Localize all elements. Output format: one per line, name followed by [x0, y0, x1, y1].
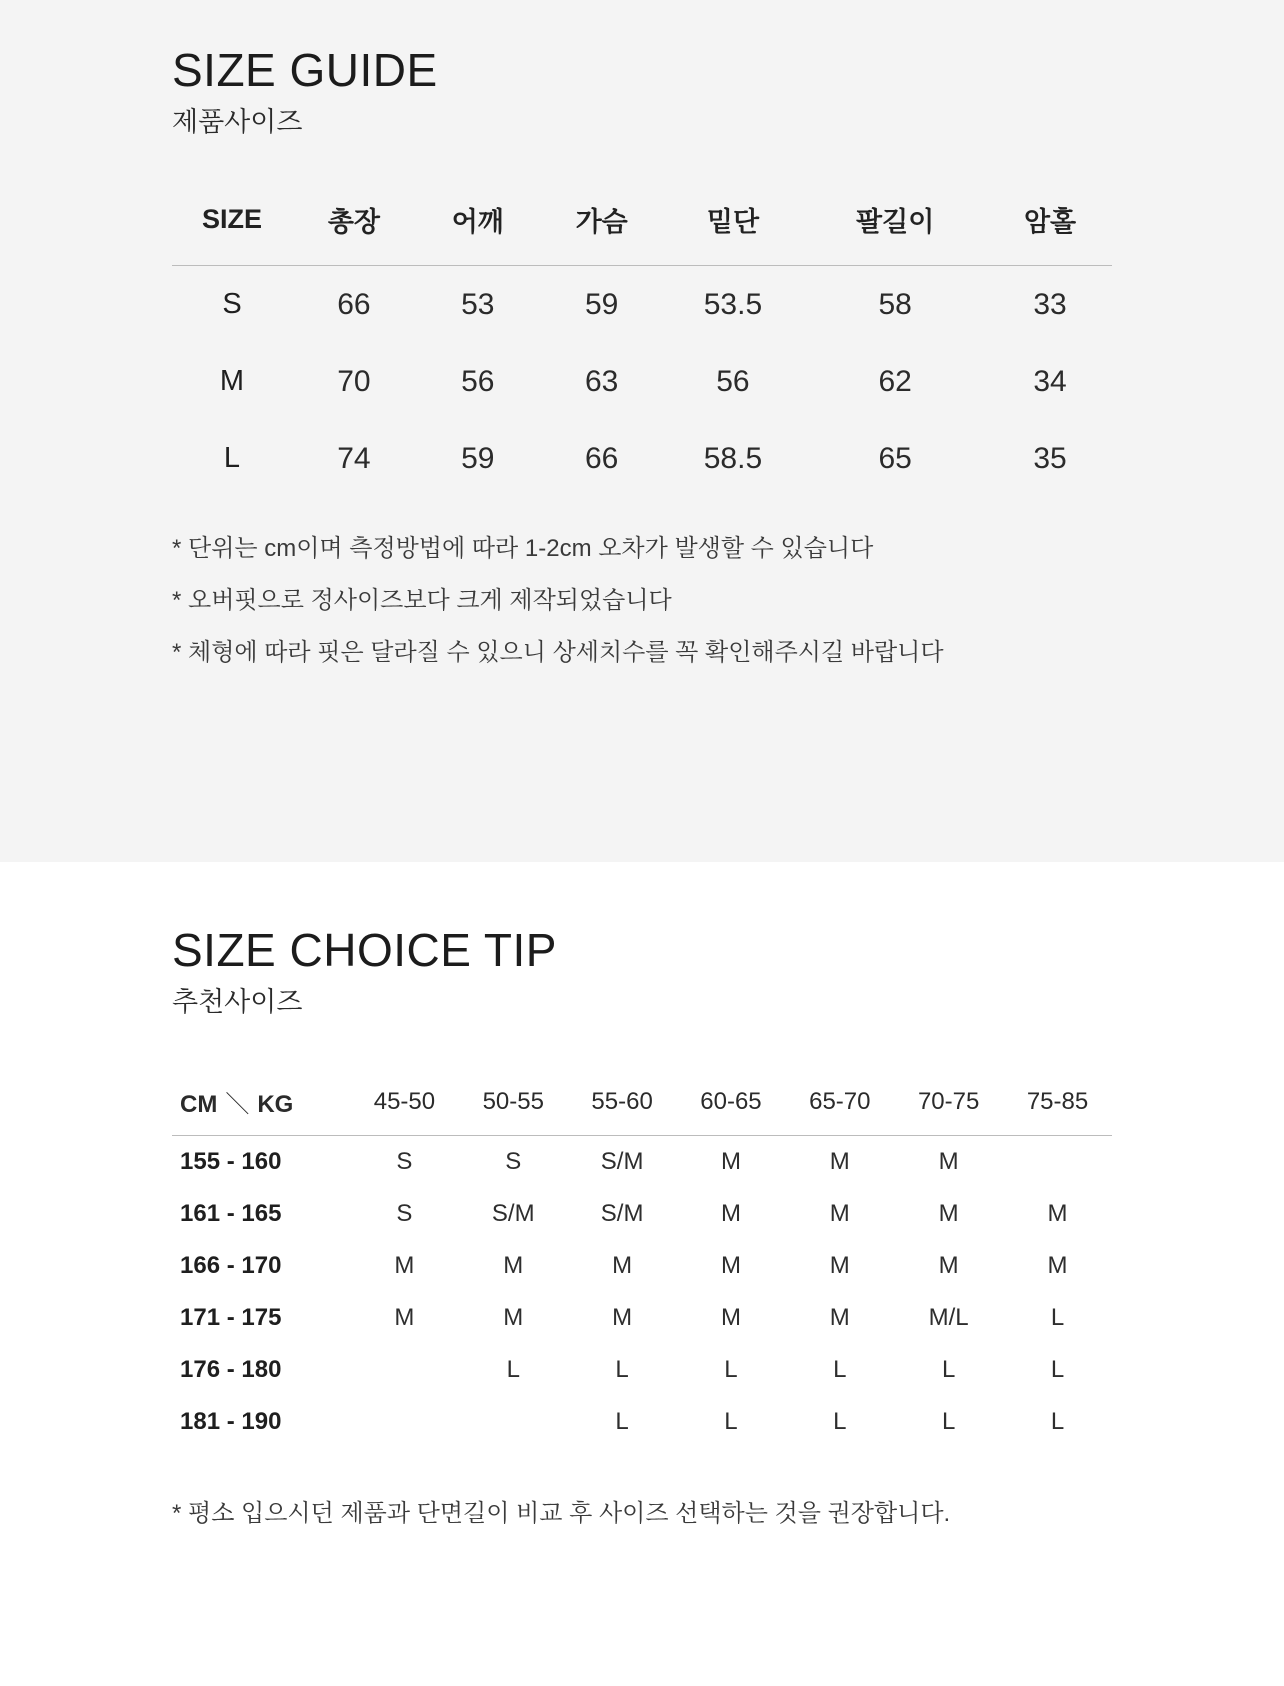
cell-length: 74: [337, 441, 371, 475]
cell-recommended-size: M: [829, 1304, 850, 1332]
cell-armhole: 35: [1033, 441, 1067, 475]
size-choice-tip-section: [0, 862, 1284, 1686]
cell-recommended-size: L: [941, 1356, 956, 1384]
cell-chest: 63: [585, 364, 619, 398]
table-row: [172, 1344, 1112, 1396]
column-header-hem: 밑단: [706, 207, 760, 238]
cell-recommended-size: M: [394, 1304, 415, 1332]
cell-sleeve: 65: [878, 441, 912, 475]
cell-size: M: [219, 365, 245, 398]
cell-recommended-size: L: [1050, 1408, 1065, 1436]
recommended-size-table-body: [172, 1136, 1112, 1449]
cell-recommended-size: L: [615, 1408, 629, 1436]
row-header-height: 176 - 180: [180, 1356, 282, 1384]
corner-slash-icon: ＼: [225, 1091, 250, 1119]
size-guide-notes: [172, 535, 1142, 667]
cell-recommended-size: M: [720, 1252, 741, 1280]
cell-recommended-size: L: [941, 1408, 956, 1436]
cell-recommended-size: M: [938, 1200, 959, 1228]
cell-recommended-size: S: [505, 1148, 522, 1176]
table-row: [172, 1188, 1112, 1240]
size-tip-notes: [172, 1500, 1142, 1529]
column-header-kg-50-55: 50-55: [482, 1087, 544, 1115]
note-overfit: * 오버핏으로 정사이즈보다 크게 제작되었습니다: [172, 586, 672, 614]
cell-recommended-size: M: [938, 1252, 959, 1280]
size-guide-title-ko: 제품사이즈: [172, 106, 303, 137]
table-row: [172, 1396, 1112, 1448]
row-header-height: 166 - 170: [180, 1252, 282, 1280]
size-tip-title-en: SIZE CHOICE TIP: [172, 924, 557, 976]
column-header-kg-60-65: 60-65: [700, 1087, 762, 1115]
cell-chest: 66: [585, 441, 619, 475]
cell-recommended-size: M/L: [928, 1304, 969, 1332]
cell-shoulder: 53: [461, 287, 495, 321]
cell-recommended-size: L: [506, 1356, 520, 1384]
cell-recommended-size: [1003, 1136, 1112, 1189]
table-row: [172, 1136, 1112, 1189]
cell-recommended-size: M: [720, 1304, 741, 1332]
cell-recommended-size: M: [612, 1252, 633, 1280]
column-header-kg-55-60: 55-60: [591, 1087, 653, 1115]
cell-recommended-size: S/M: [491, 1200, 535, 1228]
product-size-table-body: [172, 266, 1112, 498]
note-compare: * 평소 입으시던 제품과 단면길이 비교 후 사이즈 선택하는 것을 권장합니다.: [172, 1500, 951, 1528]
cell-recommended-size: [459, 1396, 568, 1448]
note-bodytype: * 체형에 따라 핏은 달라질 수 있으니 상세치수를 꼭 확인해주시길 바랍니다: [172, 638, 944, 666]
cell-chest: 59: [585, 287, 619, 321]
cell-recommended-size: L: [615, 1356, 629, 1384]
table-row: [172, 343, 1112, 420]
cell-length: 70: [337, 364, 371, 398]
cell-recommended-size: M: [829, 1200, 850, 1228]
table-row: [172, 1292, 1112, 1344]
cell-recommended-size: M: [503, 1304, 524, 1332]
corner-label-kg: KG: [257, 1091, 294, 1119]
table-header-row: [172, 200, 1112, 266]
cell-recommended-size: S: [396, 1200, 413, 1228]
recommended-size-table-wrap: [172, 1084, 1112, 1448]
column-header-kg-70-75: 70-75: [917, 1087, 980, 1115]
cell-size: S: [222, 288, 242, 321]
table-row: [172, 266, 1112, 344]
cell-recommended-size: M: [829, 1148, 850, 1176]
cell-recommended-size: S: [396, 1148, 413, 1176]
product-size-table-wrap: [172, 200, 1112, 497]
table-row: [172, 420, 1112, 497]
product-size-table-header: [172, 200, 1112, 266]
cell-recommended-size: L: [833, 1356, 847, 1384]
cell-recommended-size: S/M: [600, 1200, 644, 1228]
cell-recommended-size: M: [720, 1200, 741, 1228]
cell-recommended-size: M: [1047, 1200, 1068, 1228]
size-tip-title-ko: 추천사이즈: [172, 986, 303, 1017]
row-header-height: 181 - 190: [180, 1408, 282, 1436]
product-size-table: [172, 200, 1112, 497]
cell-recommended-size: L: [724, 1356, 738, 1384]
cell-recommended-size: M: [938, 1148, 959, 1176]
cell-size: L: [223, 442, 241, 475]
recommended-size-table-header: [172, 1084, 1112, 1136]
recommended-size-table: [172, 1084, 1112, 1448]
table-row: [172, 1240, 1112, 1292]
column-header-kg-65-70: 65-70: [809, 1087, 871, 1115]
cell-recommended-size: L: [1050, 1356, 1065, 1384]
cell-shoulder: 59: [461, 441, 495, 475]
column-header-cm-kg: [172, 1084, 350, 1136]
column-header-sleeve: 팔길이: [856, 207, 935, 238]
cell-hem: 56: [716, 364, 750, 398]
cell-recommended-size: [350, 1344, 459, 1396]
cell-hem: 53.5: [703, 287, 763, 321]
column-header-chest: 가슴: [575, 207, 628, 238]
row-header-height: 171 - 175: [180, 1304, 282, 1332]
column-header-kg-45-50: 45-50: [373, 1087, 436, 1115]
cell-recommended-size: M: [394, 1252, 415, 1280]
note-unit: * 단위는 cm이며 측정방법에 따라 1-2cm 오차가 발생할 수 있습니다: [172, 535, 874, 563]
cell-recommended-size: L: [1050, 1304, 1065, 1332]
cell-recommended-size: S/M: [600, 1148, 644, 1176]
column-header-length: 총장: [327, 207, 381, 238]
cell-recommended-size: M: [829, 1252, 850, 1280]
column-header-kg-75-85: 75-85: [1026, 1087, 1089, 1115]
cell-recommended-size: L: [833, 1408, 847, 1436]
corner-label-cm: CM: [180, 1091, 218, 1119]
cell-armhole: 33: [1033, 287, 1067, 321]
cell-shoulder: 56: [461, 364, 495, 398]
table-header-row: [172, 1084, 1112, 1136]
cell-recommended-size: M: [612, 1304, 633, 1332]
cell-recommended-size: M: [1047, 1252, 1068, 1280]
row-header-height: 155 - 160: [180, 1148, 282, 1176]
cell-recommended-size: L: [724, 1408, 738, 1436]
cell-recommended-size: M: [503, 1252, 524, 1280]
cell-hem: 58.5: [703, 441, 763, 475]
cell-recommended-size: [350, 1396, 459, 1448]
row-header-height: 161 - 165: [180, 1200, 282, 1228]
column-header-shoulder: 어깨: [451, 207, 504, 238]
size-guide-title-en: SIZE GUIDE: [172, 44, 438, 96]
column-header-armhole: 암홀: [1023, 207, 1077, 238]
column-header-size: SIZE: [201, 204, 262, 235]
cell-sleeve: 62: [878, 364, 912, 398]
cell-sleeve: 58: [878, 287, 912, 321]
cell-length: 66: [337, 287, 371, 321]
cell-armhole: 34: [1033, 364, 1067, 398]
cell-recommended-size: M: [720, 1148, 741, 1176]
